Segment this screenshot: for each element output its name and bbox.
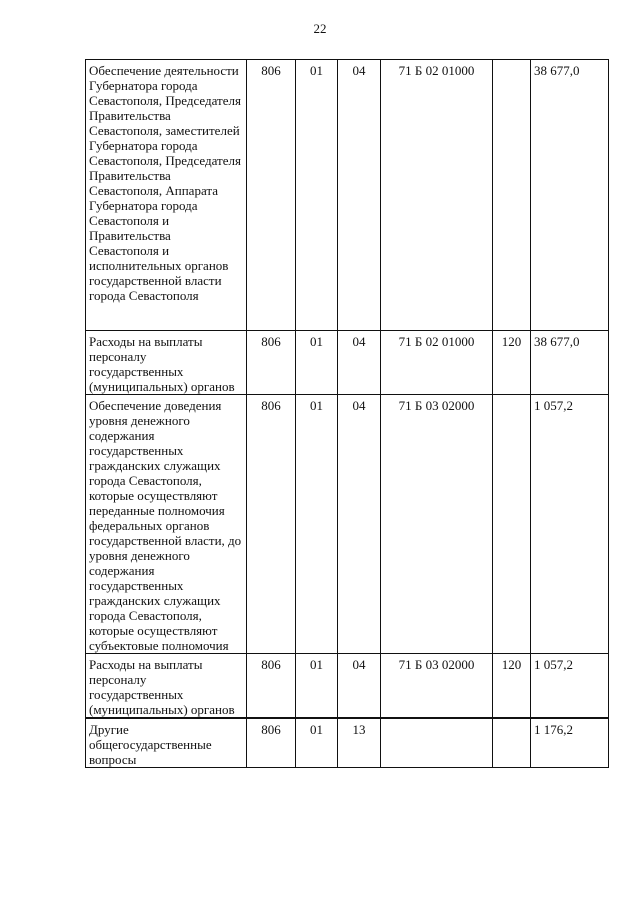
target-code-cell: 71 Б 02 01000: [381, 60, 493, 331]
section-code-cell: 01: [296, 654, 338, 719]
section-code-cell: 01: [296, 60, 338, 331]
subsection-code-cell: 13: [338, 718, 381, 768]
row-name-cell: Расходы на выплаты персоналу государственных (муниципальных) органов: [86, 654, 247, 719]
expense-type-cell: 120: [493, 331, 531, 395]
target-code-cell: 71 Б 03 02000: [381, 395, 493, 654]
target-code-cell: [381, 718, 493, 768]
row-name-cell: Другие общегосударственные вопросы: [86, 718, 247, 768]
table-row: [86, 654, 609, 719]
row-name-cell: Расходы на выплаты персоналу государственных (муниципальных) органов: [86, 331, 247, 395]
budget-table: [85, 59, 609, 768]
ministry-code-cell: 806: [247, 60, 296, 331]
subsection-code-cell: 04: [338, 331, 381, 395]
target-code-cell: 71 Б 03 02000: [381, 654, 493, 719]
expense-type-cell: 120: [493, 654, 531, 719]
ministry-code-cell: 806: [247, 718, 296, 768]
amount-cell: 38 677,0: [531, 331, 609, 395]
target-code-cell: 71 Б 02 01000: [381, 331, 493, 395]
section-code-cell: 01: [296, 395, 338, 654]
subsection-code-cell: 04: [338, 60, 381, 331]
table-row: [86, 331, 609, 395]
section-code-cell: 01: [296, 718, 338, 768]
expense-type-cell: [493, 60, 531, 331]
expense-type-cell: [493, 718, 531, 768]
amount-cell: 38 677,0: [531, 60, 609, 331]
page-number: 22: [313, 21, 327, 36]
row-name-cell: Обеспечение деятельности Губернатора города Севастополя, Председателя Правительства Севастополя, заместителей Губернатора города Севастополя, Председателя Правительства Севастополя, Аппарата Губернатора города Севастополя и Правительства Севастополя и исполнительных органов государственной власти города Севастополя: [86, 60, 247, 331]
expense-type-cell: [493, 395, 531, 654]
amount-cell: 1 057,2: [531, 395, 609, 654]
subsection-code-cell: 04: [338, 395, 381, 654]
table-row: [86, 395, 609, 654]
ministry-code-cell: 806: [247, 331, 296, 395]
amount-cell: 1 057,2: [531, 654, 609, 719]
amount-cell: 1 176,2: [531, 718, 609, 768]
ministry-code-cell: 806: [247, 654, 296, 719]
ministry-code-cell: 806: [247, 395, 296, 654]
table-row: [86, 718, 609, 768]
section-code-cell: 01: [296, 331, 338, 395]
subsection-code-cell: 04: [338, 654, 381, 719]
table-row: [86, 60, 609, 331]
row-name-cell: Обеспечение доведения уровня денежного содержания государственных гражданских служащих города Севастополя, которые осуществляют переданные полномочия федеральных органов государственной власти, до уровня денежного содержания государственных гражданских служащих города Севастополя, которые осуществляют субъектовые полномочия: [86, 395, 247, 654]
